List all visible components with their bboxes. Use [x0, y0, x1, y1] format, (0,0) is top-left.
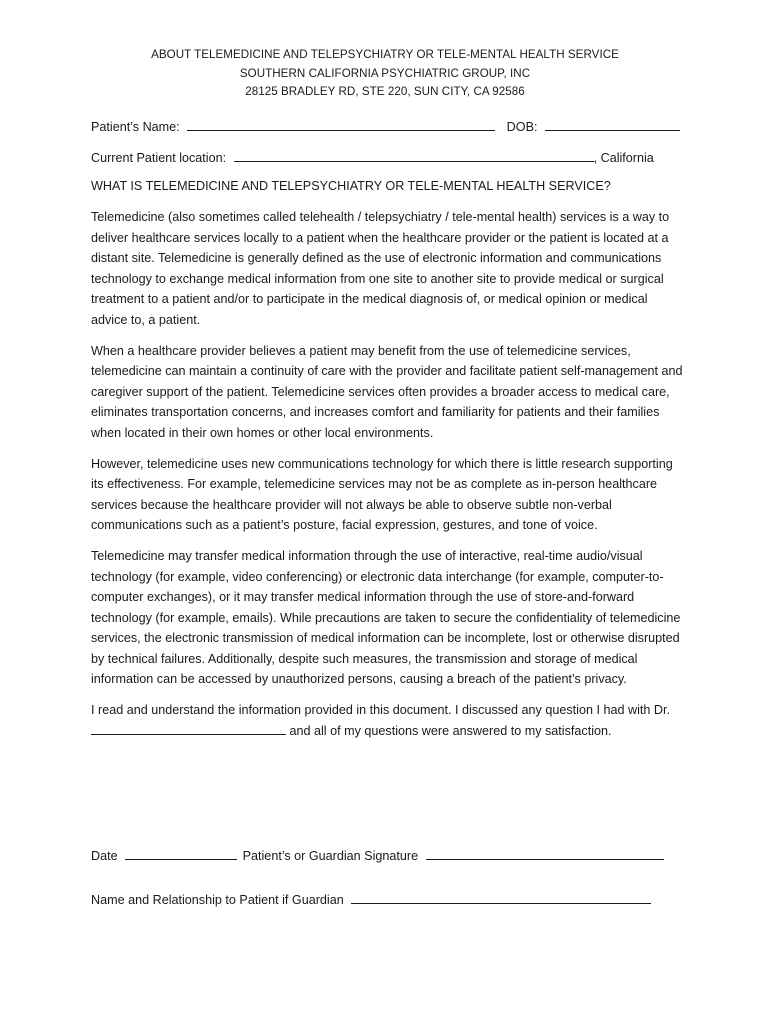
document-body: [91, 207, 683, 751]
patient-name-row: [91, 118, 680, 134]
acknowledgment-text: I read and understand the information provided in this document. I discussed any question I had with Dr.: [91, 703, 670, 718]
document-title: ABOUT TELEMEDICINE AND TELEPSYCHIATRY OR TELE-MENTAL HEALTH SERVICE: [151, 48, 619, 61]
patient-name-field[interactable]: [187, 118, 495, 131]
paragraph-limitations: However, telemedicine uses new communications technology for which there is little research supporting its effectiveness. For example, telemedicine services may not be as complete as in-person healthcare services because the healthcare provider will not always be able to observe subtle non-verbal communications such as a patient’s posture, facial expression, gestures, and tone of voice.: [91, 456, 673, 533]
location-label: Current Patient location:: [91, 151, 227, 165]
paragraph-benefits: When a healthcare provider believes a patient may benefit from the use of telemedicine services, telemedicine can maintain a continuity of care with the provider and facilitate patient self-management and caregiver support of the patient. Telemedicine services often provides a broader access to medical care, eliminates transportation concerns, and increases comfort and familiarity for patients and their families when located in their own homes or other local environments.: [91, 343, 683, 440]
acknowledgment-paragraph: [91, 700, 683, 741]
dob-label: DOB:: [506, 120, 538, 134]
section-heading: WHAT IS TELEMEDICINE AND TELEPSYCHIATRY OR TELE-MENTAL HEALTH SERVICE?: [91, 179, 611, 193]
document-header: [0, 46, 770, 102]
patient-location-row: [91, 149, 654, 165]
location-state-suffix: , California: [593, 151, 654, 165]
date-label: Date: [91, 849, 118, 863]
paragraph-privacy: Telemedicine may transfer medical information through the use of interactive, real-time audio/visual technology (for example, video conferencing) or electronic data interchange (for example, computer-to- computer exchanges), or it may transfer medical information through the use of store-and-forward technology (for example, emails). While precautions are taken to secure the confidentiality of telemedicine services, the electronic transmission of medical information can be incomplete, lost or otherwise disrupted by technical failures. Additionally, despite such measures, the transmission and storage of medical information can be accessed by unauthorized persons, causing a breach of the patient’s privacy.: [91, 548, 681, 687]
guardian-label: Name and Relationship to Patient if Guardian: [91, 893, 344, 907]
acknowledgment-text-end: and all of my questions were answered to my satisfaction.: [286, 723, 612, 738]
patient-name-label: Patient’s Name:: [91, 120, 180, 134]
guardian-field[interactable]: [351, 891, 651, 904]
doctor-name-field[interactable]: [91, 722, 286, 735]
date-field[interactable]: [125, 847, 237, 860]
guardian-row: [91, 891, 651, 907]
organization-address: 28125 BRADLEY RD, STE 220, SUN CITY, CA 92586: [245, 85, 525, 98]
dob-field[interactable]: [545, 118, 680, 131]
signature-label: Patient’s or Guardian Signature: [242, 849, 419, 863]
date-signature-row: [91, 847, 664, 863]
paragraph-definition: Telemedicine (also sometimes called telehealth / telepsychiatry / tele-mental health) services is a way to deliver healthcare services locally to a patient when the healthcare provider or the patient is located at a distant site. Telemedicine is generally defined as the use of electronic information and communications technology to exchange medical information from one site to another site to provide medical or surgical treatment to a patient and/or to participate in the medical diagnosis of, or medical opinion or medical advice to, a patient.: [91, 210, 670, 327]
organization-name: SOUTHERN CALIFORNIA PSYCHIATRIC GROUP, INC: [239, 66, 531, 80]
location-field[interactable]: [234, 149, 594, 162]
signature-field[interactable]: [426, 847, 664, 860]
